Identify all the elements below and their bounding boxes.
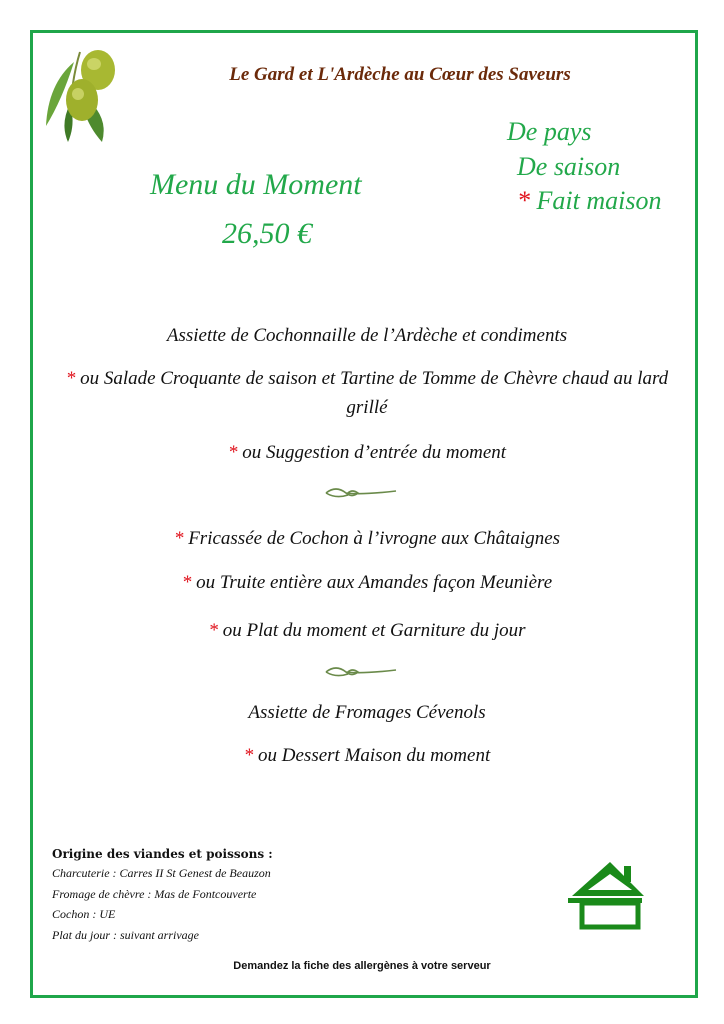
tagline-fait-maison bbox=[517, 186, 661, 216]
tagline-de-saison: De saison bbox=[517, 152, 621, 181]
ornament-divider-icon bbox=[322, 664, 400, 680]
tagline-de-pays: De pays bbox=[507, 117, 592, 146]
origin-title: Origine des viandes et poissons : bbox=[52, 847, 273, 861]
allergens-notice: Demandez la fiche des allergènes à votre serveur bbox=[233, 960, 491, 972]
origin-line: Charcuterie : Carres II St Genest de Beauzon bbox=[52, 866, 271, 880]
origin-line: Fromage de chèvre : Mas de Fontcouverte bbox=[52, 887, 257, 901]
origin-line: Cochon : UE bbox=[52, 907, 116, 921]
menu-item: Assiette de Fromages Cévenols bbox=[248, 702, 486, 723]
menu-item: * ou Truite entière aux Amandes façon Meunière bbox=[181, 572, 553, 593]
menu-item: * Fricassée de Cochon à l’ivrogne aux Châtaignes bbox=[173, 528, 561, 549]
restaurant-slogan: Le Gard et L'Ardèche au Cœur des Saveurs bbox=[229, 64, 571, 85]
menu-item: * ou Suggestion d’entrée du moment bbox=[227, 442, 507, 463]
menu-title: Menu du Moment bbox=[150, 168, 362, 201]
menu-item: * ou Dessert Maison du moment bbox=[243, 745, 491, 766]
menu-item: * ou Plat du moment et Garniture du jour bbox=[208, 620, 526, 641]
tagline-fait-maison-text: Fait maison bbox=[530, 186, 662, 215]
origin-line: Plat du jour : suivant arrivage bbox=[52, 928, 199, 942]
menu-item: Assiette de Cochonnaille de l’Ardèche et condiments bbox=[166, 325, 568, 346]
fait-maison-house-icon bbox=[568, 860, 648, 930]
menu-price: 26,50 € bbox=[222, 217, 312, 250]
olive-branch-icon bbox=[40, 44, 120, 144]
asterisk: * bbox=[517, 186, 530, 215]
ornament-divider-icon bbox=[322, 485, 400, 501]
menu-item: * ou Salade Croquante de saison et Tartine de Tomme de Chèvre chaud au lard grillé bbox=[65, 368, 669, 418]
